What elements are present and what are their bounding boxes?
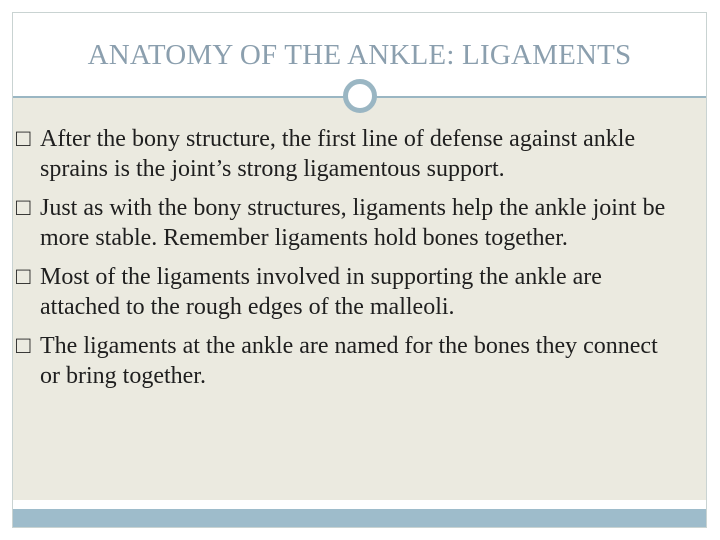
- bullet-text: Just as with the bony structures, ligaments help the ankle joint be more stable. Remember ligaments hold bones together.: [40, 195, 666, 251]
- bullet-square-icon: □: [16, 195, 31, 221]
- slide-title: ANATOMY OF THE ANKLE: LIGAMENTS: [87, 39, 632, 71]
- bullet-text: After the bony structure, the first line of defense against ankle sprains is the joint’s strong ligamentous support.: [40, 126, 636, 182]
- bullet-list: [16, 124, 676, 400]
- bullet-item: [16, 262, 676, 322]
- bullet-item: [16, 331, 676, 391]
- bottom-accent-bar: [13, 509, 706, 527]
- bullet-text: Most of the ligaments involved in supporting the ankle are attached to the rough edges of the malleoli.: [40, 264, 602, 320]
- bullet-square-icon: □: [16, 264, 31, 290]
- bullet-text: The ligaments at the ankle are named for the bones they connect or bring together.: [40, 333, 658, 389]
- bullet-item: [16, 193, 676, 253]
- bullet-square-icon: □: [16, 126, 31, 152]
- ring-ornament-icon: [343, 79, 377, 113]
- bullet-square-icon: □: [16, 333, 31, 359]
- bullet-item: [16, 124, 676, 184]
